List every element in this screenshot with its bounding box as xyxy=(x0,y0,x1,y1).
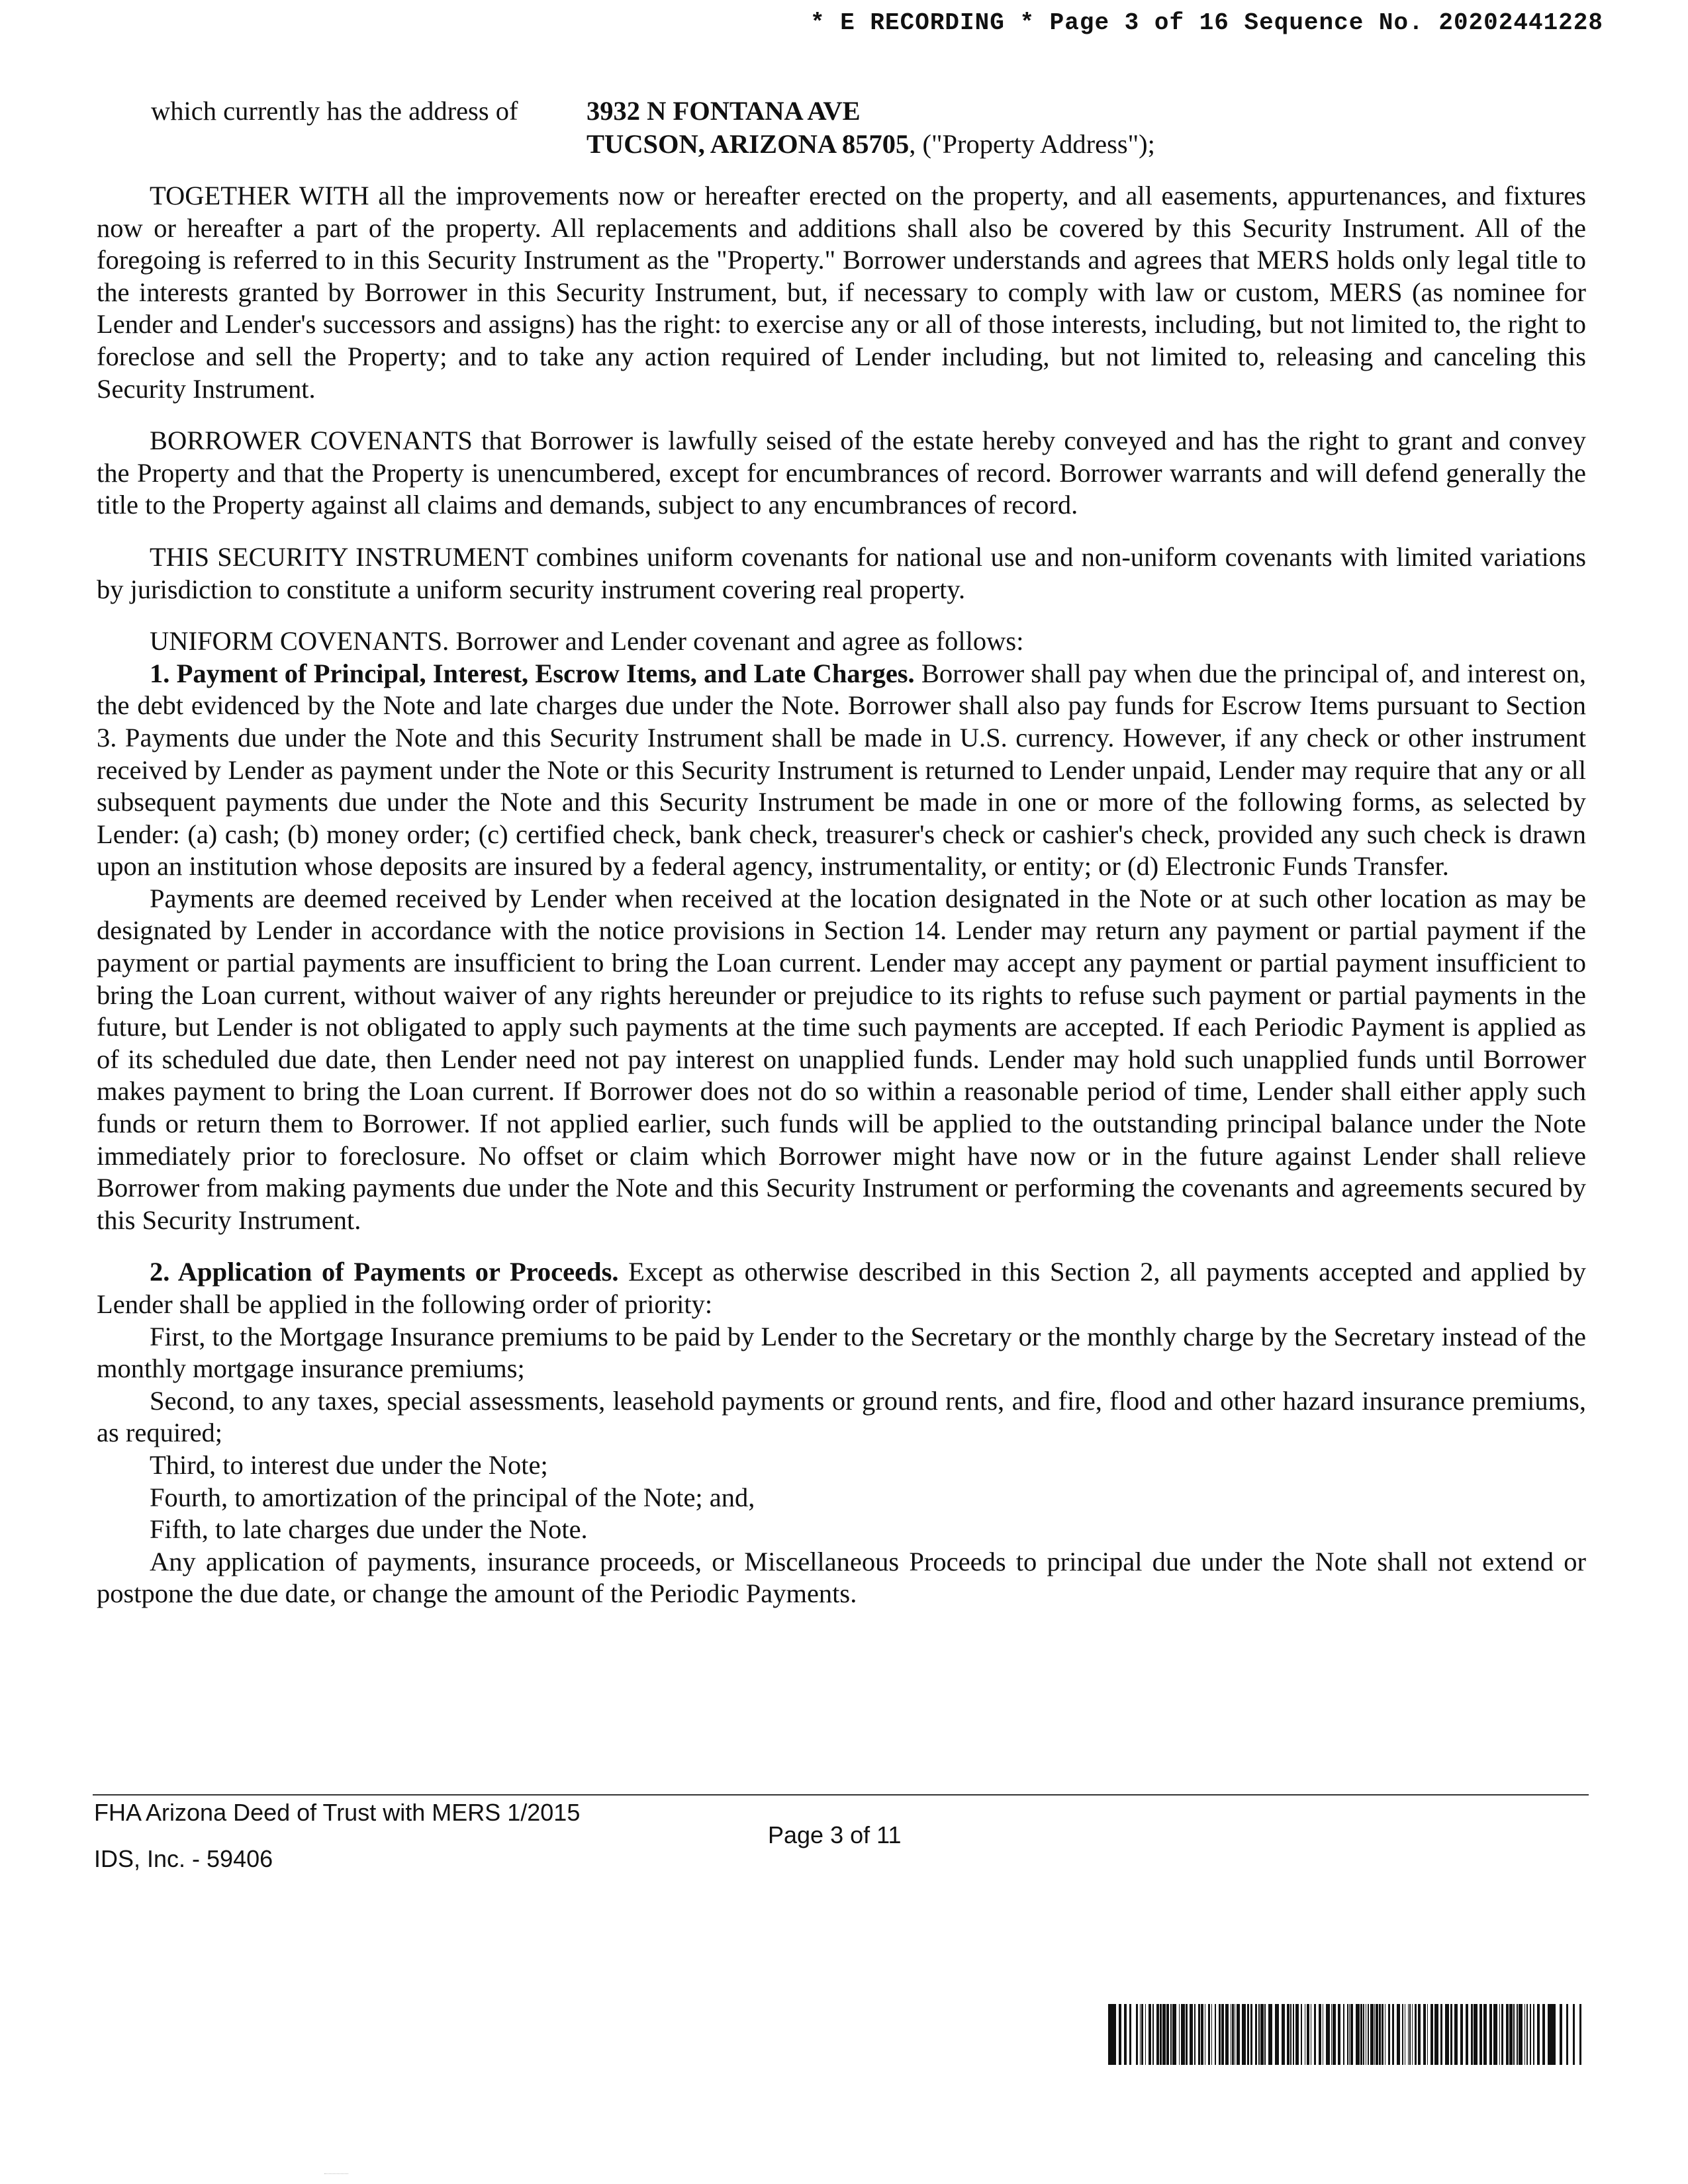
priority-third: Third, to interest due under the Note; xyxy=(150,1449,548,1480)
any-application-paragraph: Any application of payments, insurance proceeds, or Miscellaneous Proceeds to principal due under the Note shall not extend or postpone the due date, or change the amount of the Periodic Payments. xyxy=(97,1546,1586,1609)
barcode-image xyxy=(1108,2004,1583,2065)
priority-first: First, to the Mortgage Insurance premiums to be paid by Lender to the Secretary or the monthly charge by the Secretary instead of the monthly mortgage insurance premiums; xyxy=(97,1321,1586,1384)
together-with-paragraph: TOGETHER WITH all the improvements now or hereafter erected on the property, and all easements, appurtenances, and fixtures now or hereafter a part of the property. All replacements and additions shall also be covered by this Security Instrument. All of the foregoing is referred to in this Security Instrument as the "Property." Borrower understands and agrees that MERS holds only legal title to the interests granted by Borrower in this Security Instrument, but, if necessary to comply with law or custom, MERS (as nominee for Lender and Lender's successors and assigns) has the right: to exercise any or all of those interests, including, but not limited to, the right to foreclose and sell the Property; and to take any action required of Lender including, but not limited to, releasing and canceling this Security Instrument. xyxy=(97,181,1586,404)
property-address-block xyxy=(97,95,1586,161)
section-2-body: Except as otherwise described in this Section 2, all payments accepted and applied by Lender shall be applied in the following order of priority: xyxy=(97,1257,1586,1319)
address-city-line xyxy=(586,128,1155,161)
address-suffix: , ("Property Address"); xyxy=(909,129,1155,159)
document-body xyxy=(97,95,1586,1610)
borrower-covenants-paragraph: BORROWER COVENANTS that Borrower is lawfully seised of the estate hereby conveyed and has the right to grant and convey the Property and that the Property is unencumbered, except for encumbrances of record. Borrower warrants and will defend generally the title to the Property against all claims and demands, subject to any encumbrances of record. xyxy=(97,426,1586,520)
recording-header: * E RECORDING * Page 3 of 16 Sequence No. 20202441228 xyxy=(810,9,1603,36)
section-2-heading: 2. Application of Payments or Proceeds. xyxy=(150,1257,619,1287)
priority-fifth: Fifth, to late charges due under the Note. xyxy=(150,1514,588,1545)
section-1-body: Borrower shall pay when due the principal of, and interest on, the debt evidenced by the Note and late charges due under the Note. Borrower shall also pay funds for Escrow Items pursuant to Section 3. Payments due under the Note and this Security Instrument shall be made in U.S. currency. However, if any check or other instrument received by Lender as payment under the Note or this Security Instrument is returned to Lender unpaid, Lender may require that any or all subsequent payments due under the Note and this Security Instrument be made in one or more of the following forms, as selected by Lender: (a) cash; (b) money order; (c) certified check, bank check, treasurer's check or cashier's check, provided any such check is drawn upon an institution whose deposits are insured by a federal agency, instrumentality, or entity; or (d) Electronic Funds Transfer. xyxy=(97,658,1586,882)
section-1-heading: 1. Payment of Principal, Interest, Escrow Items, and Late Charges. xyxy=(150,658,915,688)
priority-second: Second, to any taxes, special assessments, leasehold payments or ground rents, and fire, flood and other hazard insurance premiums, as required; xyxy=(97,1385,1586,1448)
footer-vendor: IDS, Inc. - 59406 xyxy=(94,1845,273,1872)
payments-deemed-paragraph: Payments are deemed received by Lender when received at the location designated in the Note or at such other location as may be designated by Lender in accordance with the notice provisions in Section 14. Lender may return any payment or partial payment if the payment or partial payments are insufficient to bring the Loan current. Lender may accept any payment or partial payment insufficient to bring the Loan current, without waiver of any rights hereunder or prejudice to its rights to refuse such payment or partial payments in the future, but Lender is not obligated to apply such payments at the time such payments are accepted. If each Periodic Payment is applied as of its scheduled due date, then Lender need not pay interest on unapplied funds. Lender may hold such unapplied funds until Borrower makes payment to bring the Loan current. If Borrower does not do so within a reasonable period of time, Lender shall either apply such funds or return them to Borrower. If not applied earlier, such funds will be applied to the outstanding principal balance under the Note immediately prior to foreclosure. No offset or claim which Borrower might have now or in the future against Lender shall relieve Borrower from making payments due under the Note and this Security Instrument or performing the covenants and agreements secured by this Security Instrument. xyxy=(97,883,1586,1235)
priority-fourth: Fourth, to amortization of the principal of the Note; and, xyxy=(150,1482,755,1512)
address-lead-text: which currently has the address of xyxy=(151,96,518,126)
address-street: 3932 N FONTANA AVE xyxy=(586,96,861,126)
footer-form-name: FHA Arizona Deed of Trust with MERS 1/2015 xyxy=(94,1799,581,1826)
section-2-paragraph xyxy=(97,1256,1586,1320)
section-1-paragraph xyxy=(97,658,1586,883)
uniform-covenants-paragraph: UNIFORM COVENANTS. Borrower and Lender covenant and agree as follows: xyxy=(150,626,1024,657)
scan-smudge xyxy=(324,2173,348,2177)
footer-divider xyxy=(93,1794,1589,1796)
security-instrument-paragraph: THIS SECURITY INSTRUMENT combines uniform covenants for national use and non-uniform covenants with limited variations by jurisdiction to constitute a uniform security instrument covering real property. xyxy=(97,541,1586,604)
footer-page-number: Page 3 of 11 xyxy=(768,1821,902,1848)
address-city: TUCSON, ARIZONA 85705 xyxy=(586,129,910,159)
